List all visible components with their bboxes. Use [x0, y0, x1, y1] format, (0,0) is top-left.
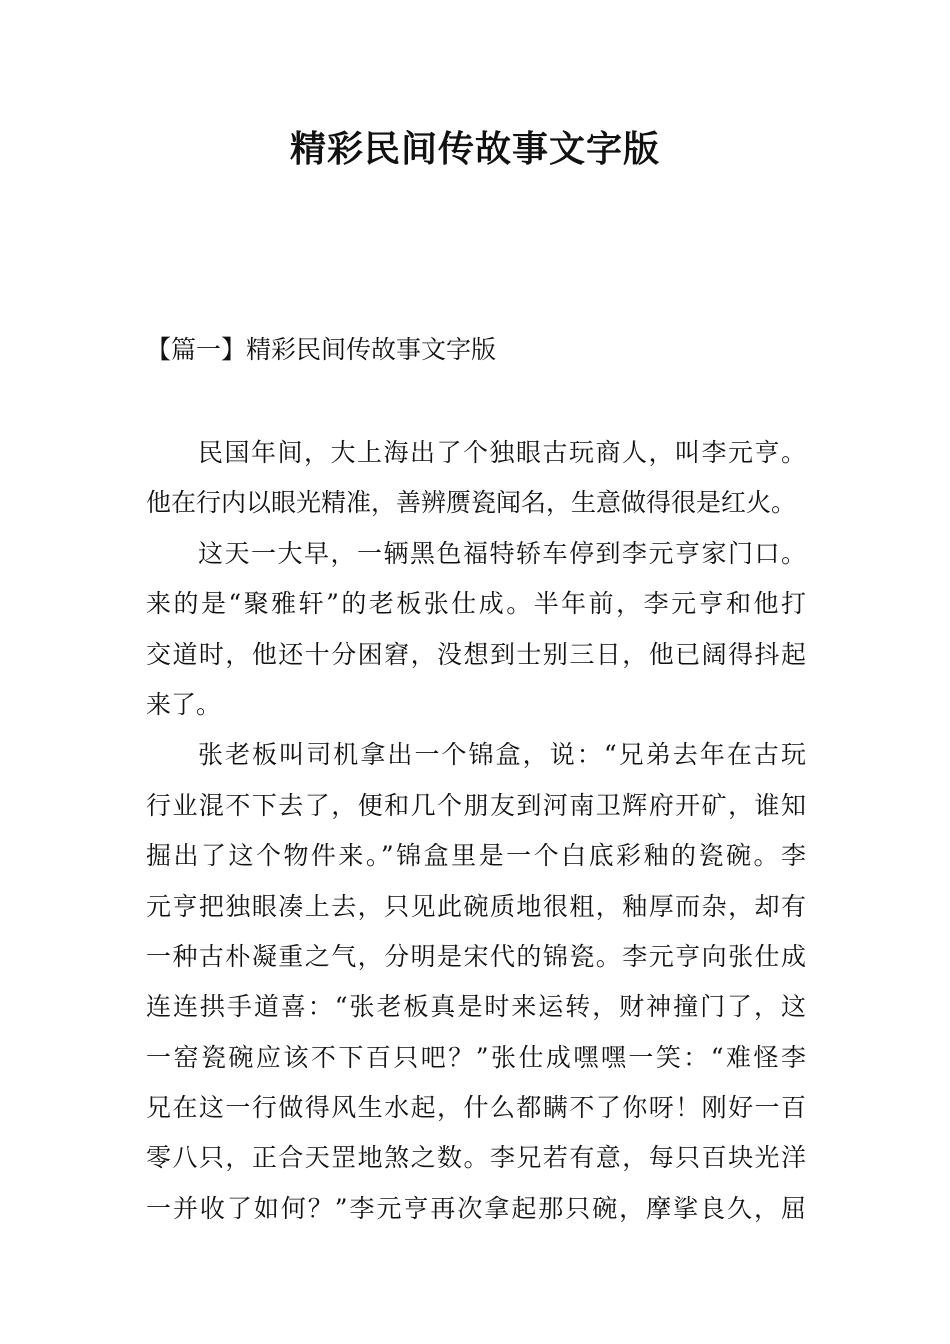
text-line: 零八只，正合天罡地煞之数。李兄若有意，每只百块光洋: [146, 1143, 806, 1173]
text-line: 民国年间，大上海出了个独眼古玩商人，叫李元亨。: [198, 438, 806, 467]
text-line: 张老板叫司机拿出一个锦盒，说：“兄弟去年在古玩: [198, 740, 806, 770]
text-line: 掘出了这个物件来。”锦盒里是一个白底彩釉的瓷碗。李: [146, 841, 806, 871]
paragraph-1: [146, 428, 806, 529]
text-line: 一种古朴凝重之气，分明是宋代的锦瓷。李元亨向张仕成: [146, 941, 806, 971]
text-line: 元亨把独眼凑上去，只见此碗质地很粗，釉厚而杂，却有: [146, 891, 806, 921]
text-line: 兄在这一行做得风生水起，什么都瞒不了你呀！刚好一百: [146, 1093, 806, 1123]
text-line: 来的是“聚雅轩”的老板张仕成。半年前，李元亨和他打: [146, 589, 806, 619]
text-line: 来了。: [146, 689, 222, 719]
document-title: 精彩民间传故事文字版: [289, 128, 660, 170]
text-line: 一窑瓷碗应该不下百只吧？”张仕成嘿嘿一笑：“难怪李: [146, 1042, 806, 1072]
paragraph-3: [146, 730, 806, 1234]
text-line: 连连拱手道喜：“张老板真是时来运转，财神撞门了，这: [146, 992, 806, 1022]
text-line: 这天一大早，一辆黑色福特轿车停到李元亨家门口。: [198, 538, 806, 568]
paragraph-2: [146, 529, 806, 731]
text-line: 他在行内以眼光精准，善辨赝瓷闻名，生意做得很是红火。: [146, 488, 797, 518]
text-line: 行业混不下去了，便和几个朋友到河南卫辉府开矿，谁知: [146, 790, 806, 820]
story-body: [146, 428, 806, 1234]
text-line: 一并收了如何？”李元亨再次拿起那只碗，摩挲良久，屈: [146, 1193, 806, 1223]
text-line: 交道时，他还十分困窘，没想到士别三日，他已阔得抖起: [146, 639, 806, 669]
section-heading: 【篇一】精彩民间传故事文字版: [146, 335, 497, 364]
